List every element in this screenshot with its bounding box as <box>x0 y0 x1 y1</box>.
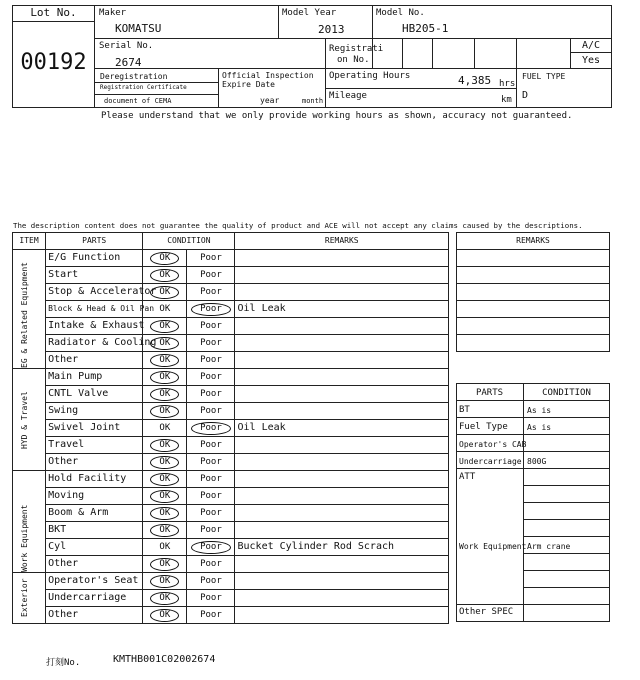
item-group-cell <box>13 573 46 624</box>
ok-mark: OK <box>150 252 179 265</box>
ok-cell <box>143 590 187 607</box>
ok-mark: OK <box>150 269 179 282</box>
remark-cell <box>235 607 449 624</box>
part-cell: Intake & Exhaust <box>46 318 143 335</box>
table-row <box>13 573 449 590</box>
remark-cell <box>235 267 449 284</box>
poor-cell <box>187 488 235 505</box>
remark-cell <box>235 522 449 539</box>
right-part-bt: BT <box>459 405 470 415</box>
ok-cell <box>143 573 187 590</box>
right-parts-row-line <box>456 434 610 435</box>
ok-cell <box>143 420 187 437</box>
ok-cell <box>143 318 187 335</box>
remark-cell: Oil Leak <box>235 420 449 437</box>
table-row <box>13 352 449 369</box>
right-parts-row-line <box>523 553 610 554</box>
parts-header: PARTS <box>46 233 143 250</box>
model-year-label: Model Year <box>282 8 337 18</box>
poor-cell <box>187 505 235 522</box>
right-parts-row-line <box>523 519 610 520</box>
right-cond-undercarriage: 800G <box>527 457 547 466</box>
table-row <box>13 369 449 386</box>
part-cell: Other <box>46 454 143 471</box>
hours-mileage-line <box>325 88 517 89</box>
poor-mark: Poor <box>200 270 222 280</box>
remark-cell <box>235 284 449 301</box>
part-cell: Cyl <box>46 539 143 556</box>
group-label-hyd: HYD & Travel <box>20 391 29 449</box>
table-row <box>13 471 449 488</box>
part-cell: Undercarriage <box>46 590 143 607</box>
ok-mark: OK <box>150 524 179 537</box>
right-remarks-row <box>457 335 610 352</box>
remark-cell <box>235 369 449 386</box>
right-parts-row-line <box>456 468 610 469</box>
item-group-cell <box>13 250 46 369</box>
table-row <box>13 607 449 624</box>
maker-label: Maker <box>99 8 127 18</box>
poor-mark: Poor <box>200 440 222 450</box>
poor-mark: Poor <box>200 253 222 263</box>
ok-cell <box>143 403 187 420</box>
remark-cell <box>235 250 449 267</box>
remark-cell <box>235 556 449 573</box>
part-cell: Other <box>46 556 143 573</box>
poor-cell <box>187 420 235 437</box>
inspection-label-1: Official Inspection <box>222 71 314 80</box>
right-part-undercarriage: Undercarriage <box>459 457 522 466</box>
ok-cell <box>143 386 187 403</box>
poor-mark: Poor <box>200 321 222 331</box>
condition-header: CONDITION <box>143 233 235 250</box>
right-parts-header: PARTS <box>475 388 504 398</box>
poor-mark: Poor <box>200 355 222 365</box>
ok-mark: OK <box>150 405 179 418</box>
table-row <box>13 437 449 454</box>
ok-mark: OK <box>150 439 179 452</box>
poor-cell <box>187 267 235 284</box>
dereg-label: Deregistration <box>100 72 168 81</box>
poor-cell <box>187 335 235 352</box>
ok-mark: OK <box>159 423 171 433</box>
part-cell: Start <box>46 267 143 284</box>
condition-table <box>12 232 449 624</box>
ok-cell <box>143 471 187 488</box>
serial-divider <box>325 38 326 108</box>
serial-value: 2674 <box>115 56 142 69</box>
remark-cell <box>235 505 449 522</box>
poor-mark: Poor <box>200 287 222 297</box>
group-label-exterior: Exterior <box>20 578 29 618</box>
ok-mark: OK <box>150 558 179 571</box>
remarks-header: REMARKS <box>235 233 449 250</box>
right-cond-fuel: As is <box>527 423 552 432</box>
poor-cell <box>187 301 235 318</box>
item-group-cell <box>13 471 46 573</box>
lot-label: Lot No. <box>30 6 77 19</box>
right-parts-row-line <box>456 417 610 418</box>
table-row <box>13 420 449 437</box>
ac-value: Yes <box>581 55 601 66</box>
remark-cell <box>235 573 449 590</box>
poor-cell <box>187 318 235 335</box>
table-row <box>13 454 449 471</box>
poor-mark: Poor <box>200 372 222 382</box>
cema-label: document of CEMA <box>104 97 172 105</box>
table-row <box>13 284 449 301</box>
km-unit: km <box>501 95 512 105</box>
remark-cell <box>235 471 449 488</box>
right-parts-row-line <box>456 604 610 605</box>
table-header-row <box>13 233 449 250</box>
model-year-value: 2013 <box>318 23 345 36</box>
lot-number: 00192 <box>20 50 87 75</box>
right-part-cab: Operator's CAB <box>459 440 527 449</box>
group-label-eg: EG & Related Equipment <box>20 262 29 368</box>
part-cell: Travel <box>46 437 143 454</box>
right-part-fuel: Fuel Type <box>459 422 508 432</box>
poor-cell <box>187 369 235 386</box>
part-cell: Operator's Seat <box>46 573 143 590</box>
ok-mark: OK <box>150 609 179 622</box>
ok-cell <box>143 369 187 386</box>
right-parts-row-line <box>523 570 610 571</box>
ok-cell <box>143 539 187 556</box>
poor-cell <box>187 556 235 573</box>
ok-mark: OK <box>150 286 179 299</box>
ok-mark: OK <box>150 592 179 605</box>
model-no-label: Model No. <box>376 8 425 18</box>
description-notice: The description content does not guarantee the quality of product and ACE will not accept any claims caused by the descriptions. <box>13 221 583 230</box>
serial-label: Serial No. <box>99 41 154 51</box>
poor-cell <box>187 607 235 624</box>
right-parts-row-line <box>456 451 610 452</box>
poor-cell <box>187 437 235 454</box>
part-cell: Swivel Joint <box>46 420 143 437</box>
reg-cell-divider-2 <box>432 38 433 68</box>
right-condition-header: CONDITION <box>542 388 591 398</box>
poor-cell <box>187 403 235 420</box>
year-label: year <box>260 96 280 105</box>
fuel-divider <box>516 68 517 108</box>
poor-mark: Poor <box>200 338 222 348</box>
poor-mark: Poor <box>191 541 231 554</box>
ok-cell <box>143 437 187 454</box>
month-label: month <box>302 97 324 105</box>
right-parts-row-line <box>523 587 610 588</box>
table-row <box>13 590 449 607</box>
remark-cell <box>235 437 449 454</box>
right-part-att: ATT <box>459 472 476 482</box>
part-cell: Other <box>46 352 143 369</box>
right-parts-row-line <box>523 502 610 503</box>
right-remarks-row <box>457 267 610 284</box>
poor-cell <box>187 522 235 539</box>
reg-cell-divider-4 <box>516 38 517 68</box>
ok-cell <box>143 250 187 267</box>
dereg-split-line <box>95 82 218 83</box>
ok-mark: OK <box>150 371 179 384</box>
poor-mark: Poor <box>200 474 222 484</box>
operating-hours-value: 4,385 <box>458 74 492 87</box>
table-row <box>13 386 449 403</box>
fuel-type-value: D <box>522 90 529 101</box>
poor-mark: Poor <box>191 422 231 435</box>
ok-cell <box>143 488 187 505</box>
poor-mark: Poor <box>200 406 222 416</box>
inspection-label-2: Expire Date <box>222 80 275 89</box>
table-row <box>13 301 449 318</box>
poor-cell <box>187 352 235 369</box>
table-row <box>13 522 449 539</box>
poor-mark: Poor <box>200 457 222 467</box>
right-remarks-row <box>457 318 610 335</box>
modelyear-divider <box>372 5 373 68</box>
item-header: ITEM <box>13 233 46 250</box>
right-remarks-table <box>456 232 610 352</box>
part-cell: Swing <box>46 403 143 420</box>
ok-cell <box>143 556 187 573</box>
poor-cell <box>187 454 235 471</box>
poor-mark: Poor <box>200 610 222 620</box>
remark-cell <box>235 335 449 352</box>
table-row <box>13 488 449 505</box>
remark-cell <box>235 352 449 369</box>
right-remarks-row <box>457 284 610 301</box>
hours-notice: Please understand that we only provide working hours as shown, accuracy not guaranteed. <box>101 111 573 121</box>
header-row1-line <box>95 38 612 39</box>
ac-label: A/C <box>581 40 601 51</box>
ok-cell <box>143 607 187 624</box>
right-parts-row-line <box>456 400 610 401</box>
ok-mark: OK <box>150 320 179 333</box>
poor-mark: Poor <box>191 303 231 316</box>
remark-cell <box>235 488 449 505</box>
part-cell: Main Pump <box>46 369 143 386</box>
part-cell: Radiator & Cooling <box>46 335 143 352</box>
poor-mark: Poor <box>200 593 222 603</box>
right-parts-row-line <box>523 536 610 537</box>
ok-mark: OK <box>159 304 171 314</box>
poor-cell <box>187 573 235 590</box>
part-cell: Hold Facility <box>46 471 143 488</box>
model-no-value: HB205-1 <box>402 22 449 35</box>
group-label-work: Work Equipment <box>20 504 29 572</box>
ok-mark: OK <box>150 507 179 520</box>
dereg-split-line-2 <box>95 94 218 95</box>
inspection-divider <box>218 68 219 108</box>
table-row <box>13 267 449 284</box>
stamp-value: KMTHB001C02002674 <box>113 654 216 665</box>
remark-cell <box>235 318 449 335</box>
table-row <box>13 403 449 420</box>
maker-divider <box>278 5 279 38</box>
registration-label-1: Registrati <box>329 44 384 54</box>
registration-label-2: on No. <box>337 55 370 65</box>
ac-split-line <box>570 52 612 53</box>
part-cell: Boom & Arm <box>46 505 143 522</box>
right-remarks-row <box>457 301 610 318</box>
poor-mark: Poor <box>200 559 222 569</box>
poor-mark: Poor <box>200 576 222 586</box>
remark-cell <box>235 590 449 607</box>
remark-cell <box>235 403 449 420</box>
table-row <box>13 556 449 573</box>
poor-cell <box>187 386 235 403</box>
table-row <box>13 318 449 335</box>
ok-mark: OK <box>150 337 179 350</box>
table-row <box>13 505 449 522</box>
header-row2-line <box>95 68 612 69</box>
mileage-label: Mileage <box>329 91 367 101</box>
fuel-type-label: FUEL TYPE <box>522 72 566 81</box>
part-cell: CNTL Valve <box>46 386 143 403</box>
maker-value: KOMATSU <box>115 22 162 35</box>
reg-cell-divider-3 <box>474 38 475 68</box>
other-spec-label: Other SPEC <box>459 607 514 617</box>
poor-cell <box>187 471 235 488</box>
poor-cell <box>187 590 235 607</box>
table-row <box>13 335 449 352</box>
right-parts-row-line <box>523 485 610 486</box>
right-remarks-header: REMARKS <box>457 233 610 250</box>
operating-hours-label: Operating Hours <box>329 71 411 81</box>
ok-mark: OK <box>150 575 179 588</box>
poor-cell <box>187 250 235 267</box>
ok-mark: OK <box>150 354 179 367</box>
remark-cell <box>235 386 449 403</box>
poor-mark: Poor <box>200 491 222 501</box>
ok-cell <box>143 352 187 369</box>
part-cell: Moving <box>46 488 143 505</box>
part-cell: Block & Head & Oil Pan <box>46 301 143 318</box>
table-row <box>13 539 449 556</box>
ok-mark: OK <box>150 388 179 401</box>
ok-mark: OK <box>150 490 179 503</box>
ok-cell <box>143 454 187 471</box>
reg-cell-divider-1 <box>402 38 403 68</box>
right-remarks-row <box>457 250 610 267</box>
table-row <box>13 250 449 267</box>
part-cell: E/G Function <box>46 250 143 267</box>
ok-mark: OK <box>150 456 179 469</box>
poor-cell <box>187 284 235 301</box>
reg-cert-label: Registration Certificate <box>100 84 187 91</box>
work-equipment-value: Arm crane <box>527 542 571 551</box>
poor-mark: Poor <box>200 389 222 399</box>
right-cond-bt: As is <box>527 406 552 415</box>
poor-cell <box>187 539 235 556</box>
remark-cell: Bucket Cylinder Rod Scrach <box>235 539 449 556</box>
poor-mark: Poor <box>200 508 222 518</box>
ok-mark: OK <box>159 542 171 552</box>
stamp-label: 打刻No. <box>46 658 81 668</box>
remark-cell <box>235 454 449 471</box>
item-group-cell <box>13 369 46 471</box>
part-cell: BKT <box>46 522 143 539</box>
hrs-unit: hrs <box>499 79 516 89</box>
ok-cell <box>143 267 187 284</box>
ok-mark: OK <box>150 473 179 486</box>
remark-cell: Oil Leak <box>235 301 449 318</box>
part-cell: Other <box>46 607 143 624</box>
work-equipment-label: Work Equipment <box>459 542 527 551</box>
part-cell: Stop & Accelerator <box>46 284 143 301</box>
ok-cell <box>143 522 187 539</box>
poor-mark: Poor <box>200 525 222 535</box>
ok-cell <box>143 505 187 522</box>
